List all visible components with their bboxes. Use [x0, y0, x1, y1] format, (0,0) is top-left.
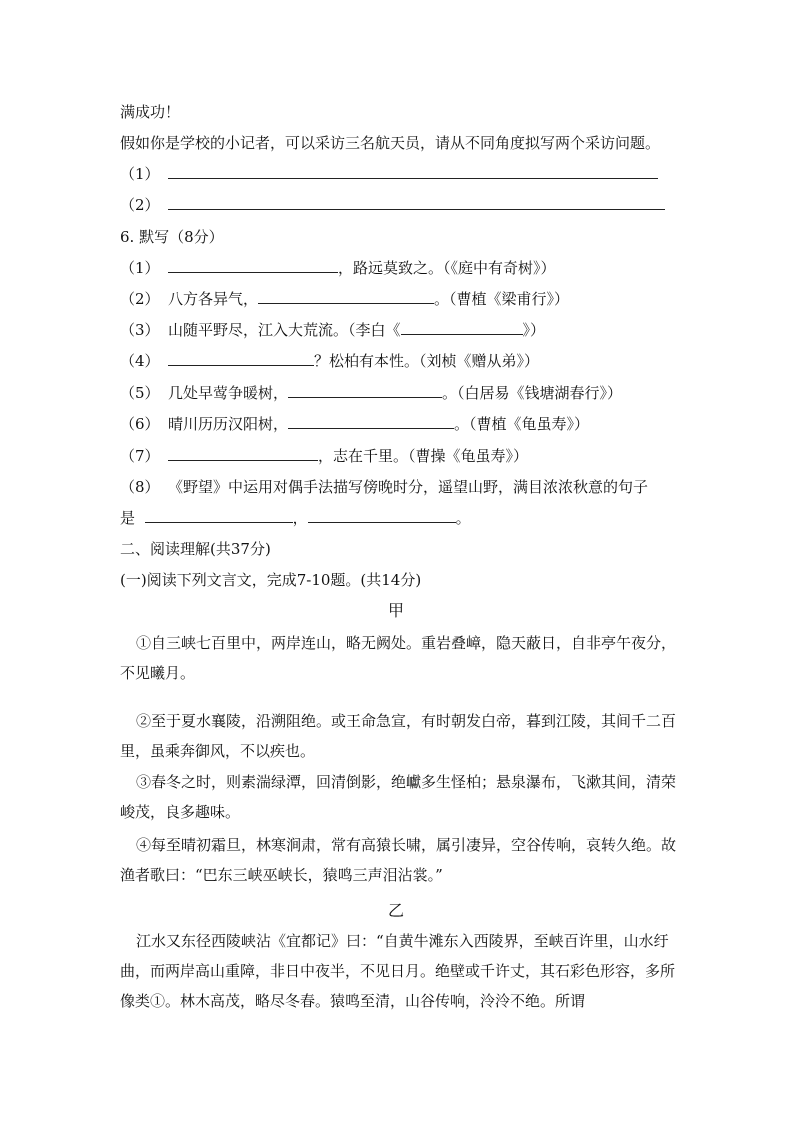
dictation-item-4 — [120, 350, 539, 372]
text-line: 满成功！ — [120, 103, 181, 121]
dictation-item-8-line2 — [120, 507, 471, 529]
dictation-item-5 — [120, 382, 622, 404]
item-text: 几处早莺争暖树， — [168, 384, 289, 402]
answer-blank[interactable] — [288, 383, 442, 398]
answer-blank[interactable] — [168, 446, 318, 461]
answer-line-1 — [120, 163, 658, 185]
dictation-item-6 — [120, 413, 589, 435]
passage-paragraph-1 — [120, 628, 680, 688]
subsection-heading: (一)阅读下列文言文，完成7-10题。(共14分) — [120, 571, 422, 589]
paragraph-text: ③春冬之时，则素湍绿潭，回清倒影，绝巘多生怪柏；悬泉瀑布，飞漱其间，清荣峻茂，良多趣味。 — [120, 773, 677, 821]
answer-blank[interactable] — [258, 289, 434, 304]
item-number: （1） — [120, 259, 160, 277]
passage-title-jia: 甲 — [388, 601, 405, 620]
passage-paragraph-5 — [120, 926, 680, 1016]
item-text: 八方各异气， — [168, 290, 259, 308]
item-text: 《野望》中运用对偶手法描写傍晚时分，遥望山野，满目浓浓秋意的句子 — [168, 478, 649, 496]
question-heading: 6. 默写（8分） — [120, 228, 224, 246]
passage-paragraph-2 — [120, 706, 680, 766]
answer-line-2 — [120, 194, 665, 216]
item-number: （2） — [120, 196, 160, 214]
answer-blank[interactable] — [168, 195, 665, 210]
section-heading: 二、阅读理解(共37分) — [120, 540, 271, 558]
paragraph-text: ①自三峡七百里中，两岸连山，略无阙处。重岩叠嶂，隐天蔽日，自非亭午夜分，不见曦月。 — [120, 634, 677, 682]
item-text: 。（曹植《龟虽寿》） — [454, 415, 590, 433]
item-number: （4） — [120, 352, 160, 370]
answer-blank[interactable] — [168, 164, 658, 179]
item-text: 是 — [120, 509, 136, 527]
instruction-line: 假如你是学校的小记者，可以采访三名航天员，请从不同角度拟写两个采访问题。 — [120, 134, 661, 152]
answer-blank[interactable] — [168, 258, 338, 273]
item-text: 》） — [522, 321, 546, 339]
paragraph-text: ②至于夏水襄陵，沿溯阻绝。或王命急宣，有时朝发白帝，暮到江陵，其间千二百里，虽乘奔御风，不以疾也。 — [120, 712, 677, 760]
dictation-item-3 — [120, 319, 545, 341]
item-number: （7） — [120, 447, 160, 465]
item-text: 山随平野尽，江入大荒流。（李白《 — [168, 321, 401, 339]
item-text: ？松柏有本性。（刘桢《赠从弟》） — [314, 352, 540, 370]
answer-blank[interactable] — [401, 320, 523, 335]
answer-blank[interactable] — [308, 508, 456, 523]
dictation-item-1 — [120, 257, 556, 279]
item-number: （6） — [120, 415, 160, 433]
item-number: （5） — [120, 384, 160, 402]
answer-blank[interactable] — [145, 508, 293, 523]
passage-paragraph-4 — [120, 830, 680, 890]
item-number: （3） — [120, 321, 160, 339]
item-text: 。（曹植《梁甫行》） — [434, 290, 570, 308]
dictation-item-8 — [120, 476, 648, 498]
passage-paragraph-3 — [120, 767, 680, 827]
item-text: 。 — [455, 509, 471, 527]
item-text: ，路远莫致之。（《庭中有奇树》） — [338, 259, 556, 277]
paragraph-text: ④每至晴初霜旦，林寒涧肃，常有高猿长啸，属引凄异，空谷传响，哀转久绝。故渔者歌曰：“巴东三峡巫峡长，猿鸣三声泪沾裳。” — [120, 836, 677, 884]
item-text: 。（白居易《钱塘湖春行》） — [442, 384, 623, 402]
dictation-item-7 — [120, 445, 528, 467]
dictation-item-2 — [120, 288, 569, 310]
item-text: 晴川历历汉阳树， — [168, 415, 289, 433]
answer-blank[interactable] — [168, 351, 314, 366]
item-number: （2） — [120, 290, 160, 308]
item-text: ， — [292, 509, 308, 527]
item-number: （8） — [120, 478, 160, 496]
paragraph-text: 江水又东径西陵峡沾《宜都记》曰：“自黄牛滩东入西陵界，至峡百许里，山水纡曲，而两岸高山重障，非日中夜半，不见日月。绝壁或千许丈，其石彩色形容，多所像类①。林木高茂，略尽冬春。猿鸣至清，山谷传响，泠泠不绝。所谓 — [120, 932, 676, 1010]
answer-blank[interactable] — [288, 414, 454, 429]
passage-title-yi: 乙 — [388, 901, 405, 920]
item-number: （1） — [120, 165, 160, 183]
item-text: ，志在千里。（曹操《龟虽寿》） — [318, 447, 529, 465]
